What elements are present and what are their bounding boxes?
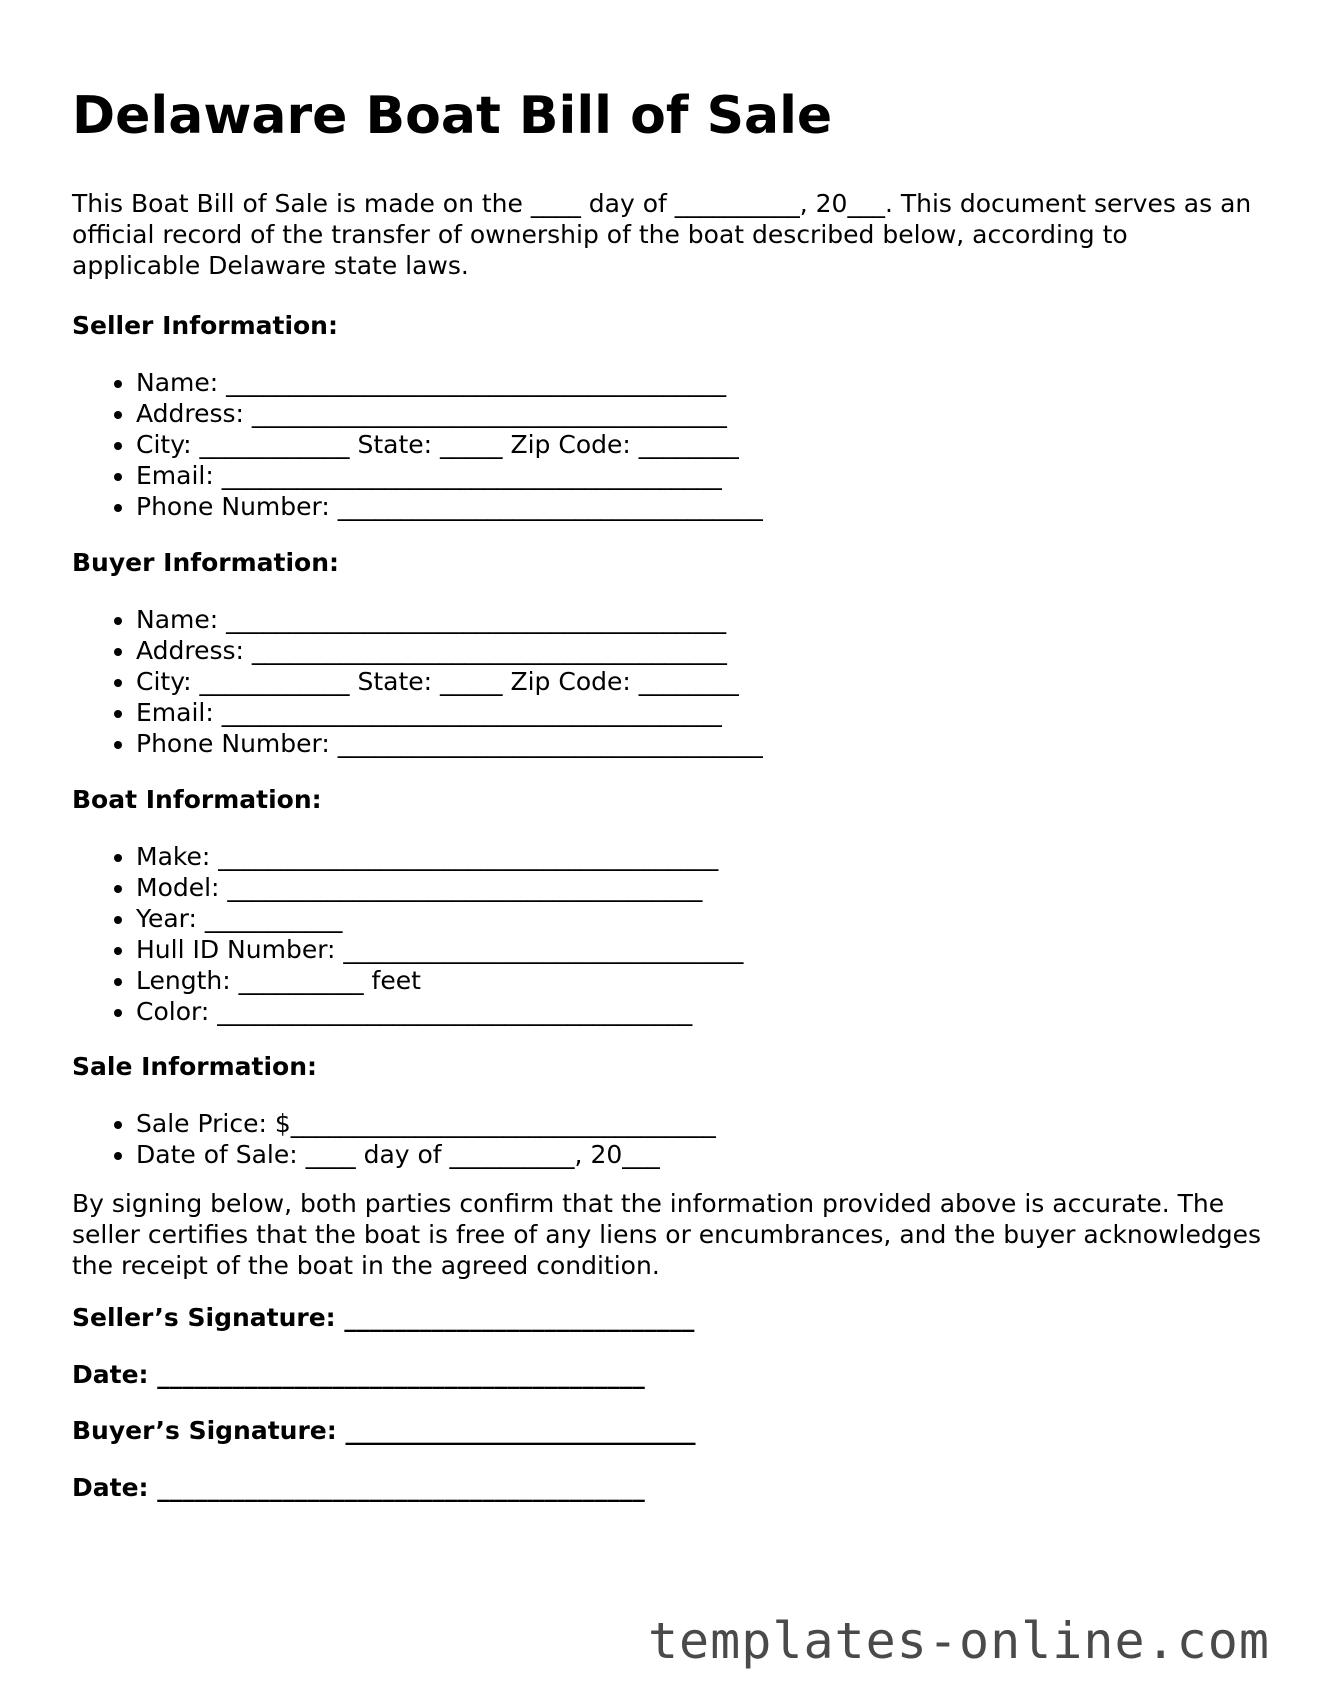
buyer-information-heading: Buyer Information: [72,548,340,577]
seller-information-list [72,367,1262,522]
buyer-email-field[interactable]: • Email: ________________________________________ [136,697,1262,728]
seller-signature-date-field[interactable]: Date: _______________________________________ [72,1360,645,1389]
boat-information-heading: Boat Information: [72,785,322,814]
closing-paragraph: By signing below, both parties confirm that the information provided above is accurate. The seller certifies that the boat is free of any liens or encumbrances, and the buyer acknowledges the receipt of the boat in the agreed condition. [72,1189,1261,1280]
sale-information-list [72,1108,1262,1170]
buyer-city-state-zip-field[interactable]: • City: ____________ State: _____ Zip Code: ________ [136,666,1262,697]
buyer-information-list [72,604,1262,759]
buyer-address-field[interactable]: • Address: ______________________________________ [136,635,1262,666]
seller-information-heading: Seller Information: [72,311,338,340]
sale-information-heading: Sale Information: [72,1052,317,1081]
seller-information-section [72,310,1262,522]
sale-information-section [72,1051,1262,1170]
boat-information-section [72,784,1262,1027]
sale-price-field[interactable]: • Sale Price: $__________________________________ [136,1108,1262,1139]
intro-paragraph: This Boat Bill of Sale is made on the ____ day of __________, 20___. This document serves as an official record of the transfer of ownership of the boat described below, according to applicable Delaware state laws. [72,189,1252,280]
boat-information-list [72,841,1262,1027]
boat-length-field[interactable]: • Length: __________ feet [136,965,1262,996]
boat-model-field[interactable]: • Model: ______________________________________ [136,872,1262,903]
boat-color-field[interactable]: • Color: ______________________________________ [136,996,1262,1027]
seller-email-field[interactable]: • Email: ________________________________________ [136,460,1262,491]
seller-phone-field[interactable]: • Phone Number: __________________________________ [136,491,1262,522]
seller-city-state-zip-field[interactable]: • City: ____________ State: _____ Zip Code: ________ [136,429,1262,460]
boat-year-field[interactable]: • Year: ___________ [136,903,1262,934]
boat-make-field[interactable]: • Make: ________________________________________ [136,841,1262,872]
page-title: Delaware Boat Bill of Sale [72,86,833,146]
seller-signature-field[interactable]: Seller’s Signature: ____________________________ [72,1303,695,1332]
buyer-signature-date-field[interactable]: Date: _______________________________________ [72,1473,645,1502]
sale-date-field[interactable]: • Date of Sale: ____ day of __________, 20___ [136,1139,1262,1170]
watermark: templates-online.com [647,1612,1270,1670]
buyer-signature-field[interactable]: Buyer’s Signature: ____________________________ [72,1416,696,1445]
buyer-name-field[interactable]: • Name: ________________________________________ [136,604,1262,635]
seller-address-field[interactable]: • Address: ______________________________________ [136,398,1262,429]
buyer-information-section [72,547,1262,759]
seller-name-field[interactable]: • Name: ________________________________________ [136,367,1262,398]
buyer-phone-field[interactable]: • Phone Number: __________________________________ [136,728,1262,759]
boat-hull-id-field[interactable]: • Hull ID Number: ________________________________ [136,934,1262,965]
